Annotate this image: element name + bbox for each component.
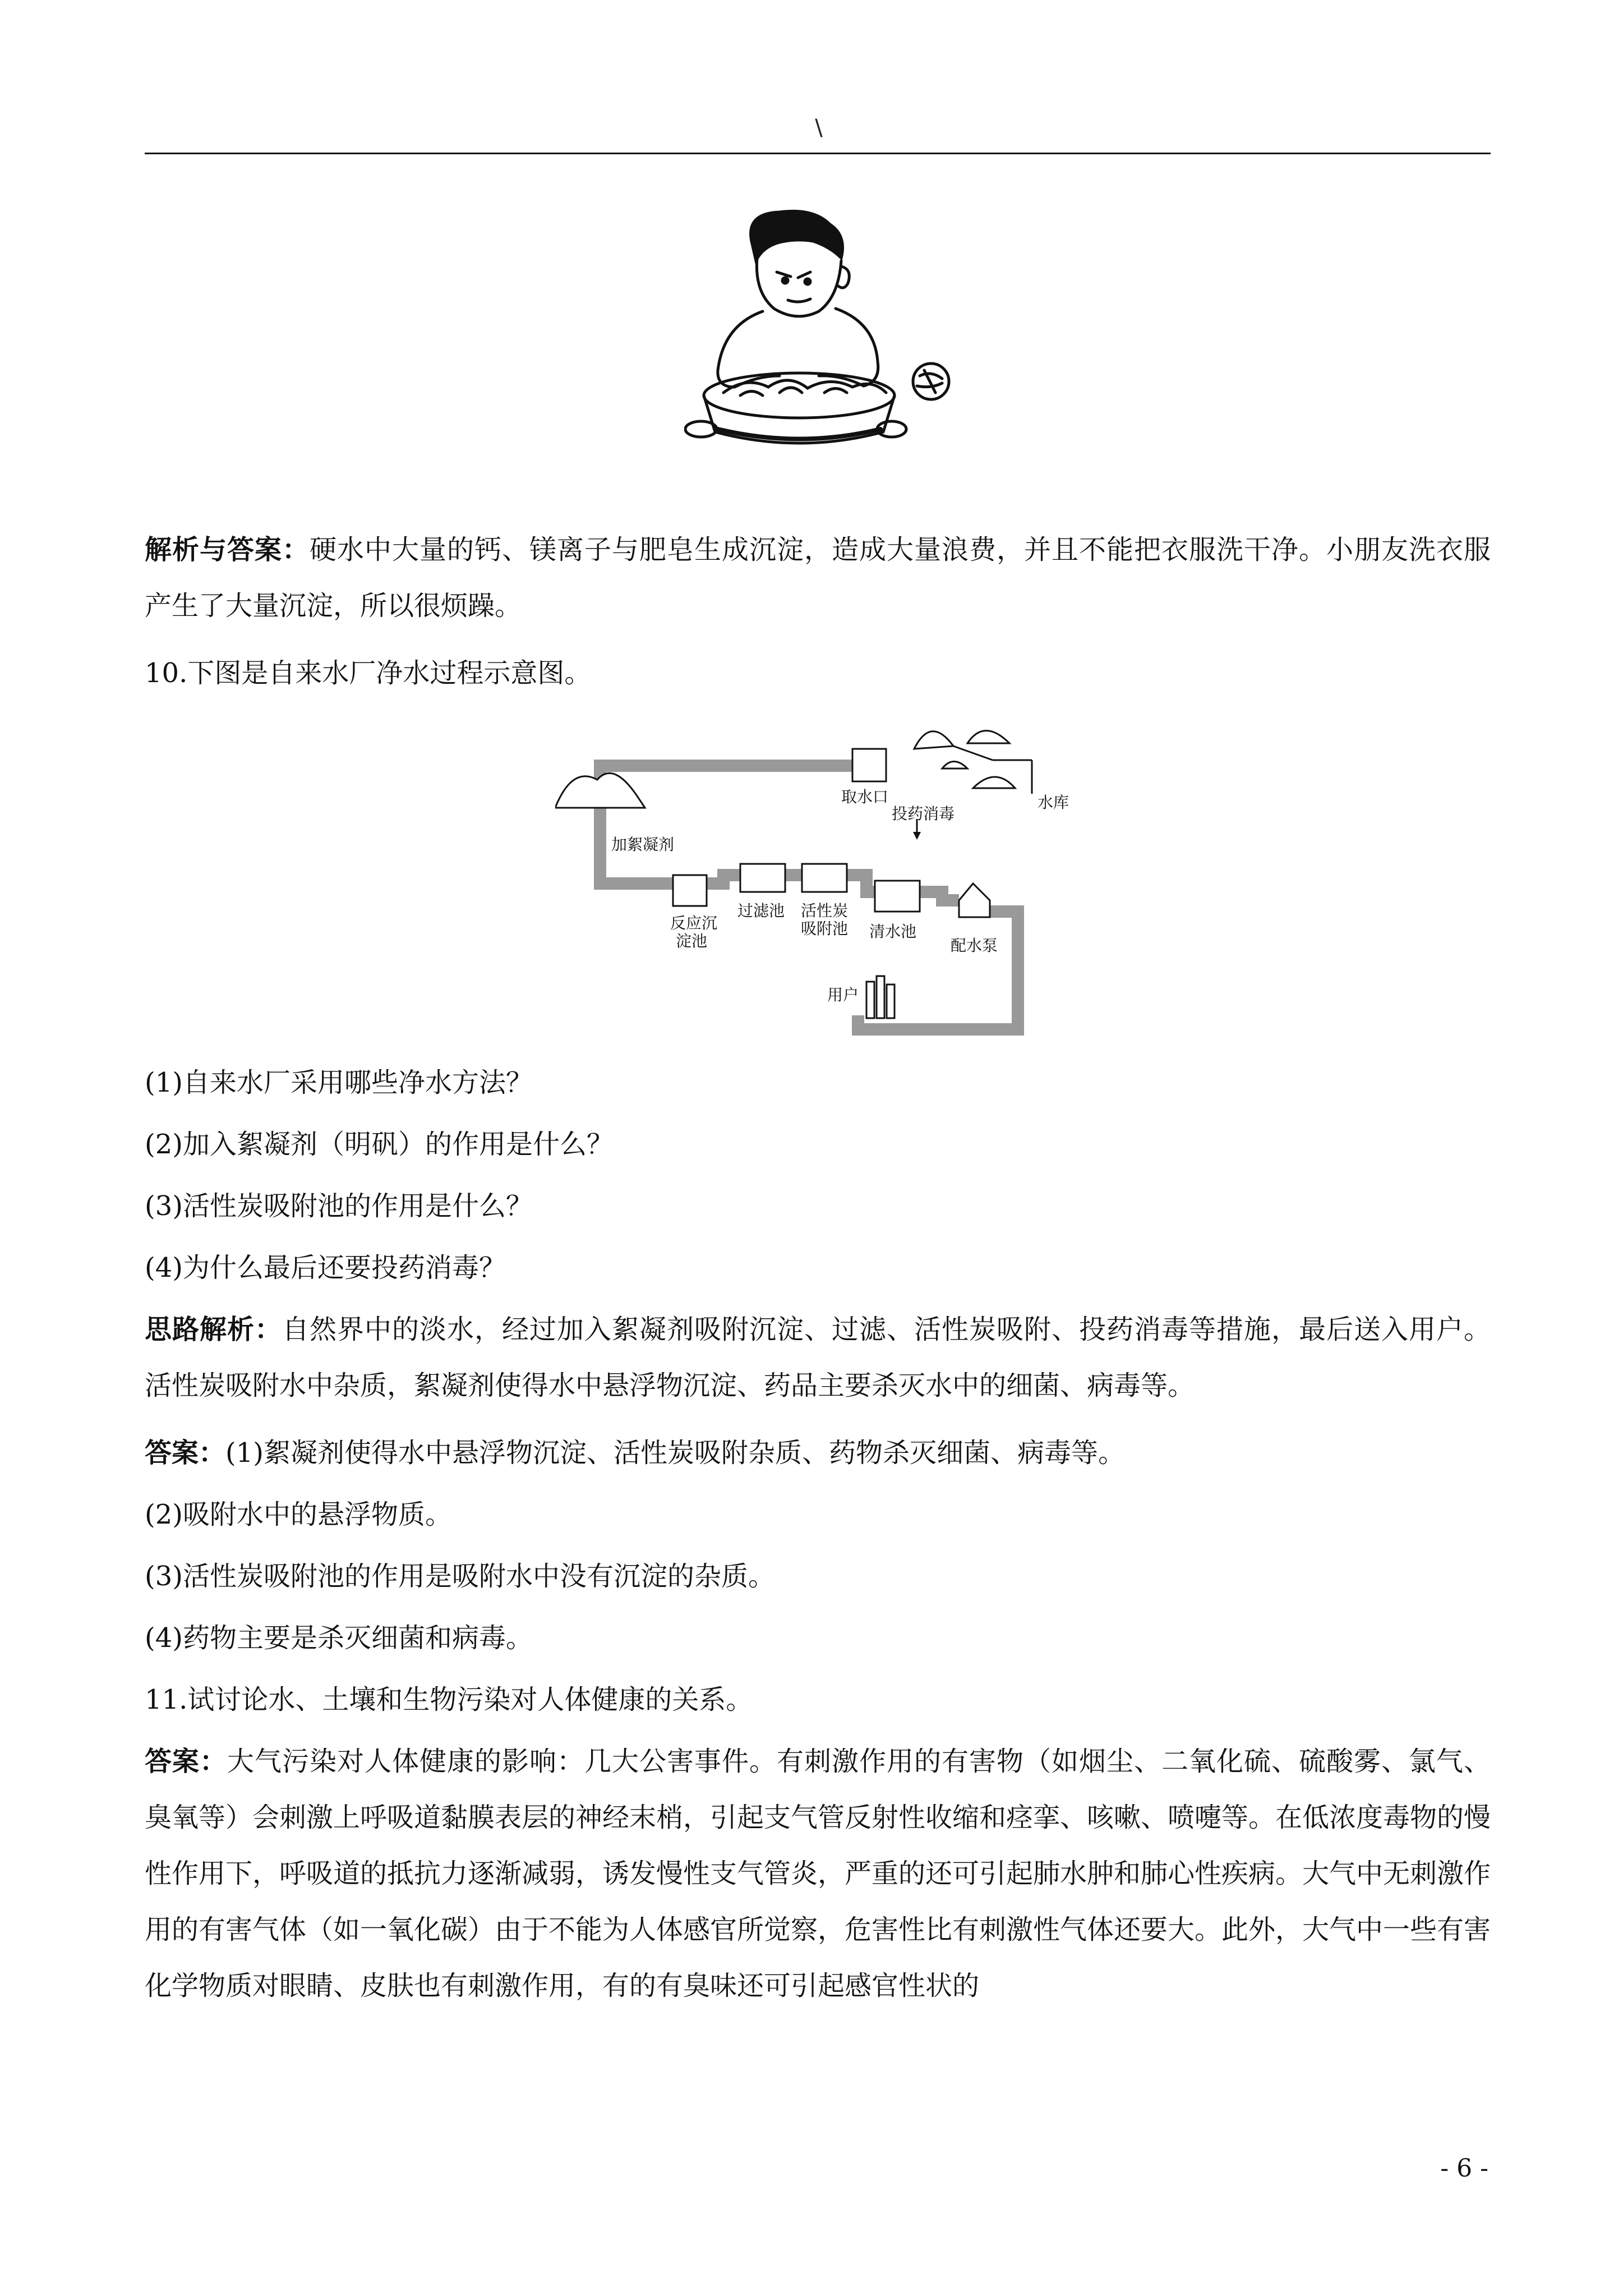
header-mark: \ (815, 115, 823, 141)
question-10-1: (1)自来水厂采用哪些净水方法？ (145, 1067, 533, 1098)
question-11: 11.试讨论水、土壤和生物污染对人体健康的关系。 (145, 1684, 753, 1715)
water-treatment-diagram (555, 715, 1094, 1041)
label-carbon-1: 活性炭 (801, 901, 849, 920)
label-pump: 配水泵 (951, 936, 998, 955)
answer-11-label: 答案： (145, 1746, 227, 1777)
answer-3: (3)活性炭吸附池的作用是吸附水中没有沉淀的杂质。 (145, 1561, 775, 1592)
label-disinfect: 投药消毒 (892, 804, 955, 823)
analysis-answer-label: 解析与答案： (145, 534, 310, 565)
label-intake: 取水口 (841, 788, 889, 806)
analysis-answer-text: 硬水中大量的钙、镁离子与肥皂生成沉淀，造成大量浪费，并且不能把衣服洗干净。小朋友洗衣服产生了大量沉淀，所以很烦躁。 (145, 534, 1491, 622)
question-10-3: (3)活性炭吸附池的作用是什么？ (145, 1190, 533, 1222)
header-rule (145, 153, 1491, 154)
answer-label: 答案： (145, 1437, 226, 1469)
label-carbon-2: 吸附池 (801, 919, 849, 938)
answer-1 (145, 1425, 1491, 1481)
answer-2: (2)吸附水中的悬浮物质。 (145, 1499, 452, 1530)
page-number: - 6 - (1440, 2154, 1488, 2183)
question-10-4: (4)为什么最后还要投药消毒？ (145, 1252, 506, 1283)
answer-4: (4)药物主要是杀灭细菌和病毒。 (145, 1622, 533, 1654)
label-reservoir: 水库 (1038, 793, 1069, 812)
analysis-answer-paragraph (145, 522, 1491, 634)
analysis-label: 思路解析： (145, 1314, 282, 1345)
boy-washing-illustration (684, 208, 953, 454)
answer-11-paragraph (145, 1733, 1491, 2014)
answer-11-text: 大气污染对人体健康的影响：几大公害事件。有刺激作用的有害物（如烟尘、二氧化硫、硫酸雾、氯气、臭氧等）会刺激上呼吸道黏膜表层的神经末梢，引起支气管反射性收缩和痉挛、咳嗽、喷嚏等。在低浓度毒物的慢性作用下，呼吸道的抵抗力逐渐减弱，诱发慢性支气管炎，严重的还可引起肺水肿和肺心性疾病。大气中无刺激作用的有害气体（如一氧化碳）由于不能为人体感官所觉察，危害性比有刺激性气体还要大。此外，大气中一些有害化学物质对眼睛、皮肤也有刺激作用，有的有臭味还可引起感官性状的 (145, 1746, 1491, 2001)
label-sedimentation-2: 淀池 (676, 932, 708, 950)
question-10: 10.下图是自来水厂净水过程示意图。 (145, 657, 592, 689)
label-filter: 过滤池 (737, 901, 785, 920)
question-10-2: (2)加入絮凝剂（明矾）的作用是什么？ (145, 1129, 614, 1160)
label-clear-water: 清水池 (869, 922, 917, 941)
analysis-text: 自然界中的淡水，经过加入絮凝剂吸附沉淀、过滤、活性炭吸附、投药消毒等措施，最后送入用户。活性炭吸附水中杂质，絮凝剂使得水中悬浮物沉淀、药品主要杀灭水中的细菌、病毒等。 (145, 1314, 1491, 1401)
label-sedimentation-1: 反应沉 (670, 914, 718, 932)
label-user: 用户 (827, 986, 859, 1004)
label-coagulant: 加絮凝剂 (611, 835, 675, 854)
answer-1-text: (1)絮凝剂使得水中悬浮物沉淀、活性炭吸附杂质、药物杀灭细菌、病毒等。 (225, 1437, 1126, 1469)
analysis-paragraph (145, 1301, 1491, 1414)
